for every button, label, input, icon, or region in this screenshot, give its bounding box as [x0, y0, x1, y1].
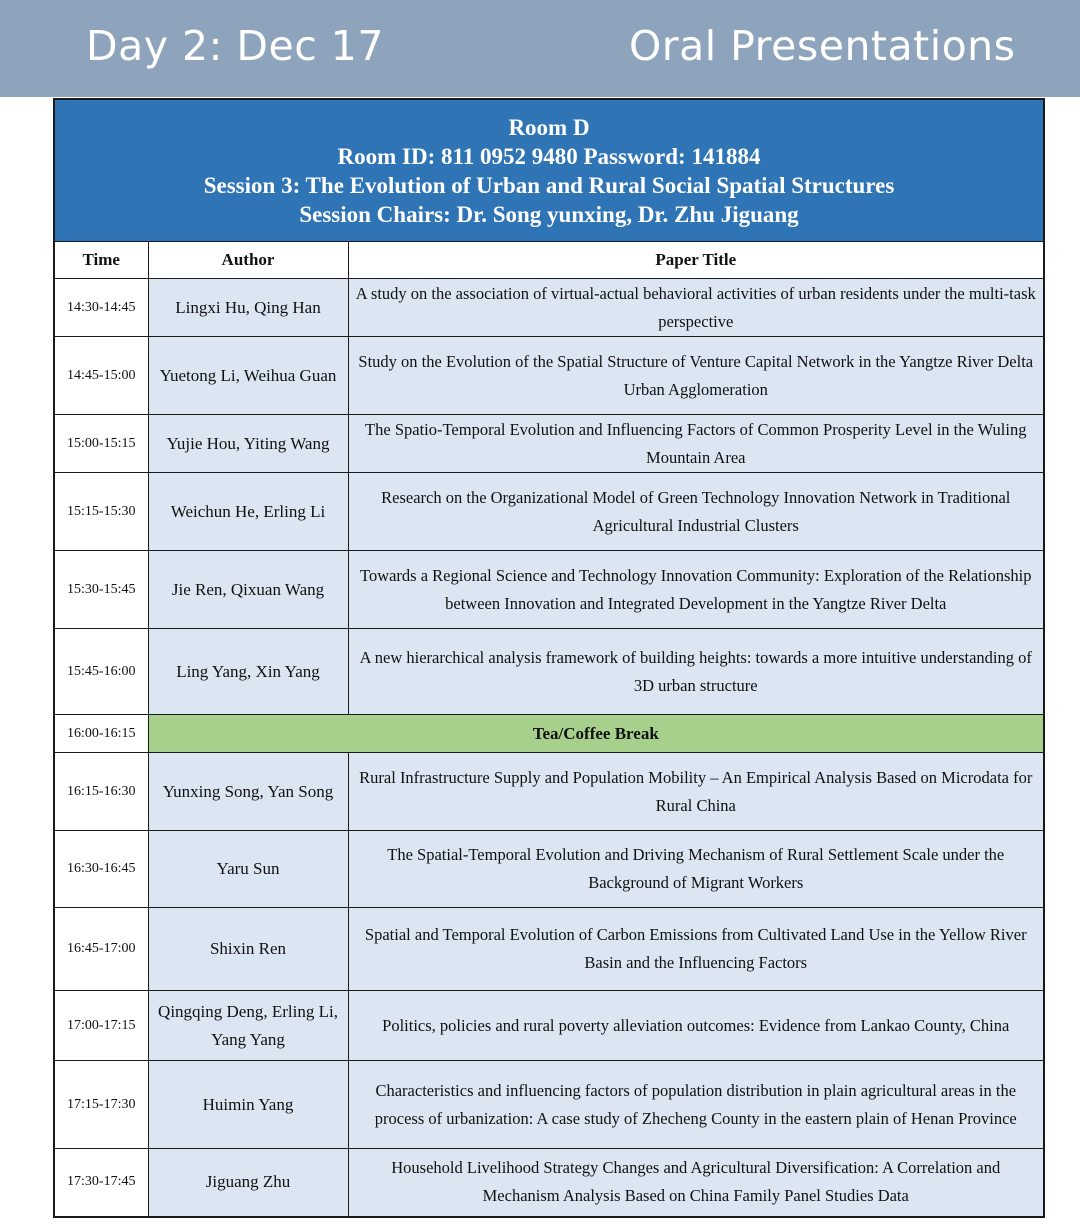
time-cell: 16:15-16:30	[54, 753, 148, 831]
paper-title-cell: Politics, policies and rural poverty alleviation outcomes: Evidence from Lankao County, China	[348, 991, 1044, 1061]
time-cell: 15:45-16:00	[54, 629, 148, 715]
paper-title-cell: Characteristics and influencing factors of population distribution in plain agricultural areas in the process of urbanization: A case study of Zhecheng County in the eastern plain of Henan Province	[348, 1061, 1044, 1149]
break-label: Tea/Coffee Break	[148, 715, 1044, 753]
table-row	[54, 991, 1044, 1061]
author-cell: Jie Ren, Qixuan Wang	[148, 551, 348, 629]
title-bar	[0, 0, 1080, 97]
paper-title-cell: Study on the Evolution of the Spatial Structure of Venture Capital Network in the Yangtze River Delta Urban Agglomeration	[348, 337, 1044, 415]
paper-title-cell: A new hierarchical analysis framework of building heights: towards a more intuitive understanding of 3D urban structure	[348, 629, 1044, 715]
paper-title-cell: Towards a Regional Science and Technology Innovation Community: Exploration of the Relationship between Innovation and Integrated Development in the Yangtze River Delta	[348, 551, 1044, 629]
paper-title-cell: Household Livelihood Strategy Changes and Agricultural Diversification: A Correlation and Mechanism Analysis Based on China Family Panel Studies Data	[348, 1149, 1044, 1217]
time-cell: 14:45-15:00	[54, 337, 148, 415]
paper-title-cell: The Spatial-Temporal Evolution and Driving Mechanism of Rural Settlement Scale under the Background of Migrant Workers	[348, 831, 1044, 908]
table-row	[54, 831, 1044, 908]
time-cell: 15:30-15:45	[54, 551, 148, 629]
table-row	[54, 415, 1044, 473]
table-row	[54, 629, 1044, 715]
author-column-header: Author	[148, 242, 348, 279]
time-cell: 17:00-17:15	[54, 991, 148, 1061]
time-cell: 17:30-17:45	[54, 1149, 148, 1217]
session-title: Session 3: The Evolution of Urban and Rural Social Spatial Structures	[203, 172, 895, 198]
author-cell: Shixin Ren	[148, 908, 348, 991]
break-time-cell: 16:00-16:15	[54, 715, 148, 753]
presentation-type-label: Oral Presentations	[629, 22, 1016, 70]
room-header	[54, 99, 1044, 242]
paper-title-cell: Rural Infrastructure Supply and Population Mobility – An Empirical Analysis Based on Microdata for Rural China	[348, 753, 1044, 831]
table-row	[54, 337, 1044, 415]
table-row	[54, 473, 1044, 551]
table-row	[54, 551, 1044, 629]
author-cell: Jiguang Zhu	[148, 1149, 348, 1217]
author-cell: Yuetong Li, Weihua Guan	[148, 337, 348, 415]
author-cell: Huimin Yang	[148, 1061, 348, 1149]
time-cell: 14:30-14:45	[54, 279, 148, 337]
time-cell: 17:15-17:30	[54, 1061, 148, 1149]
table-row	[54, 753, 1044, 831]
author-cell: Yujie Hou, Yiting Wang	[148, 415, 348, 473]
table-row	[54, 279, 1044, 337]
room-name: Room D	[508, 114, 590, 140]
time-cell: 16:45-17:00	[54, 908, 148, 991]
table-row	[54, 1149, 1044, 1217]
time-cell: 16:30-16:45	[54, 831, 148, 908]
session-chairs: Session Chairs: Dr. Song yunxing, Dr. Zhu Jiguang	[299, 201, 799, 227]
author-cell: Qingqing Deng, Erling Li, Yang Yang	[148, 991, 348, 1061]
paper-title-cell: A study on the association of virtual-actual behavioral activities of urban residents under the multi-task perspective	[348, 279, 1044, 337]
table-row	[54, 908, 1044, 991]
time-cell: 15:15-15:30	[54, 473, 148, 551]
author-cell: Yunxing Song, Yan Song	[148, 753, 348, 831]
room-id-password: Room ID: 811 0952 9480 Password: 141884	[337, 143, 761, 169]
day-label: Day 2: Dec 17	[86, 22, 384, 70]
time-cell: 15:00-15:15	[54, 415, 148, 473]
title-column-header: Paper Title	[348, 242, 1044, 279]
author-cell: Ling Yang, Xin Yang	[148, 629, 348, 715]
author-cell: Yaru Sun	[148, 831, 348, 908]
author-cell: Lingxi Hu, Qing Han	[148, 279, 348, 337]
author-cell: Weichun He, Erling Li	[148, 473, 348, 551]
schedule-table	[53, 98, 1045, 1218]
paper-title-cell: The Spatio-Temporal Evolution and Influencing Factors of Common Prosperity Level in the Wuling Mountain Area	[348, 415, 1044, 473]
break-row	[54, 715, 1044, 753]
column-header-row	[54, 242, 1044, 279]
time-column-header: Time	[54, 242, 148, 279]
paper-title-cell: Spatial and Temporal Evolution of Carbon Emissions from Cultivated Land Use in the Yellow River Basin and the Influencing Factors	[348, 908, 1044, 991]
paper-title-cell: Research on the Organizational Model of Green Technology Innovation Network in Traditional Agricultural Industrial Clusters	[348, 473, 1044, 551]
table-row	[54, 1061, 1044, 1149]
